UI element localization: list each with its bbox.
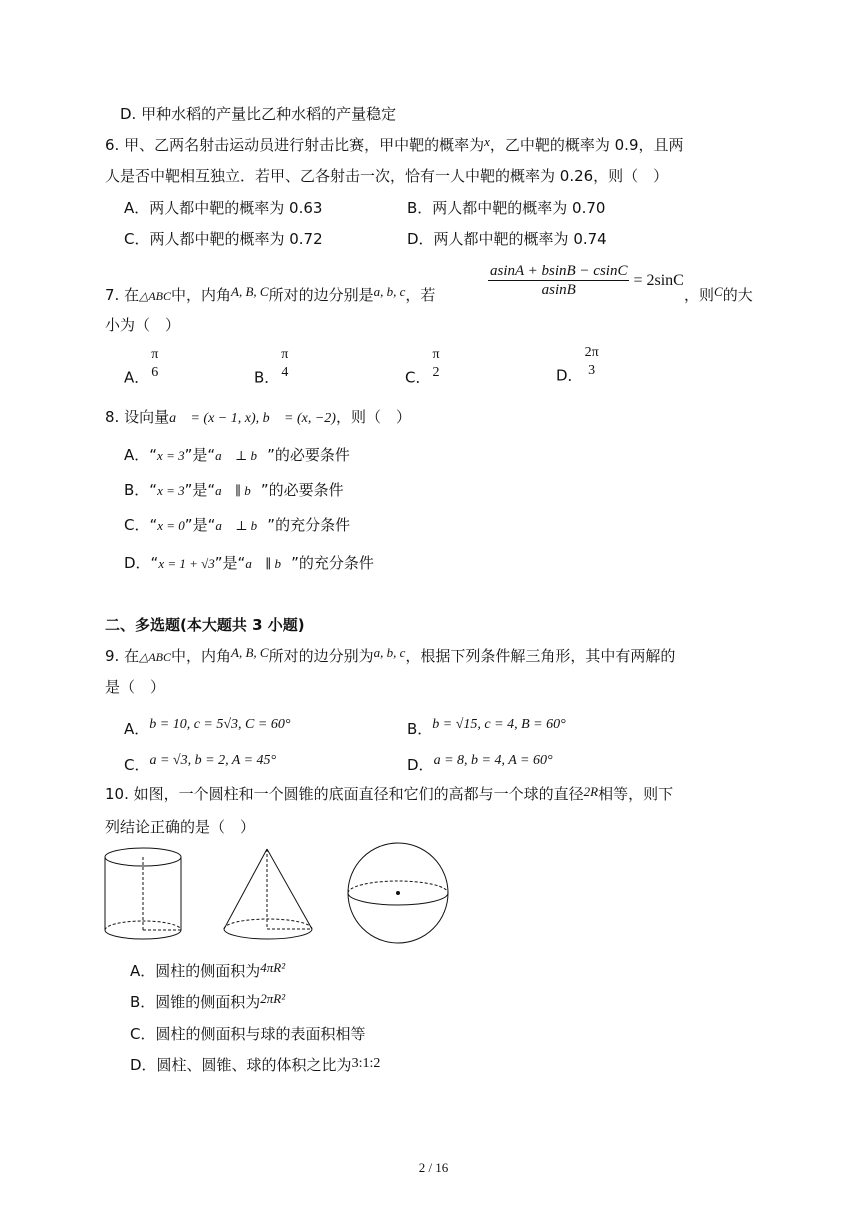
q6-stem-line1: 6. 甲、乙两名射击运动员进行射击比赛，甲中靶的概率为x，乙中靶的概率为 0.9，且两 <box>105 134 684 154</box>
q7-condition-fraction: $\frac{asinA + bsinB - csinC}{asinB}$ = 2sinC <box>490 263 684 298</box>
q10-stem-line1: 10. 如图，一个圆柱和一个圆锥的底面直径和它们的高都与一个球的直径2R相等，则下 <box>105 784 674 803</box>
q8-option-d: D．“x = 1 + √3”是“a⃗ ∥ b⃗”的充分条件 <box>124 554 374 572</box>
q9-stem-line2: 是（ ） <box>105 678 166 696</box>
q6-option-a: A．两人都中靶的概率为 0.63 <box>124 199 323 217</box>
q8-option-b: B．“x = 3”是“a⃗ ∥ b⃗”的必要条件 <box>124 481 344 499</box>
q9-option-d: D．a = 8, b = 4, A = 60° <box>407 753 553 774</box>
q5-option-d: D. 甲种水稻的产量比乙种水稻的产量稳定 <box>120 105 397 123</box>
q10-stem-line2: 列结论正确的是（ ） <box>105 818 256 836</box>
q6-stem-line2: 人是否中靶相互独立．若甲、乙各射击一次，恰有一人中靶的概率为 0.26，则（ ） <box>105 167 669 185</box>
q10-option-a: A．圆柱的侧面积为4πR² <box>130 960 286 980</box>
q6-option-d: D．两人都中靶的概率为 0.74 <box>407 230 607 248</box>
q9-option-a: A．b = 10, c = 5√3, C = 60° <box>124 717 291 738</box>
q9-option-c: C．a = √3, b = 2, A = 45° <box>124 753 277 774</box>
q8-stem: 8. 设向量a⃗ = (x − 1, x), b⃗ = (x, −2)，则（ ） <box>105 408 411 426</box>
q10-option-c: C．圆柱的侧面积与球的表面积相等 <box>130 1025 366 1043</box>
q10-option-d: D．圆柱、圆锥、球的体积之比为3:1:2 <box>130 1056 381 1074</box>
q8-option-a: A．“x = 3”是“a⃗ ⊥ b⃗”的必要条件 <box>124 446 350 464</box>
q10-option-b: B．圆锥的侧面积为2πR² <box>130 991 286 1011</box>
q7-option-c: C． π 2 <box>405 347 440 387</box>
q7-stem-line2: 小为（ ） <box>105 316 181 334</box>
section-heading-multiple-choice: 二、多选题(本大题共 3 小题) <box>105 616 305 634</box>
q7-option-a: A． π 6 <box>124 347 159 387</box>
page-number: 2 / 16 <box>418 1160 449 1175</box>
q7-option-b: B． π 4 <box>254 347 289 387</box>
sphere-figure <box>343 838 453 948</box>
q6-option-b: B．两人都中靶的概率为 0.70 <box>407 199 606 217</box>
q7-option-d: D． 2π 3 <box>556 345 599 385</box>
q6-var-x: x <box>484 134 490 149</box>
q7-stem-line1: 7. 在△ABC中，内角A, B, C所对的边分别是a, b, c，若 <box>105 284 436 304</box>
q8-option-c: C．“x = 0”是“a⃗ ⊥ b⃗”的充分条件 <box>124 516 351 534</box>
q9-stem-line1: 9. 在△ABC中，内角A, B, C所对的边分别为a, b, c，根据下列条件解三角形，其中有两解的 <box>105 645 676 665</box>
cone-figure <box>220 845 320 945</box>
q7-stem-tail: ，则C的大 <box>684 284 753 304</box>
q9-option-b: B．b = √15, c = 4, B = 60° <box>407 717 566 738</box>
q6-option-c: C．两人都中靶的概率为 0.72 <box>124 230 323 248</box>
cylinder-figure <box>100 845 190 945</box>
